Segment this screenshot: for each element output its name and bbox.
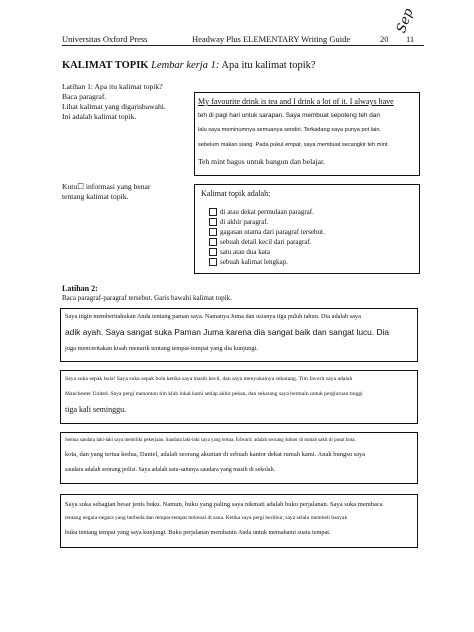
option-item[interactable]: di akhir paragraf. <box>209 217 268 227</box>
checkbox-icon[interactable] <box>209 258 217 266</box>
option-item[interactable]: sebuah kalimat lengkap. <box>209 257 288 267</box>
paragraph-box-1 <box>60 308 418 362</box>
example-line: lalu saya meminumnya semuanya sendiri. Terkadang saya punya pot lain. <box>198 127 382 133</box>
latihan2-heading: Latihan 2: <box>62 284 98 293</box>
paragraph-line: tiga kali seminggu. <box>65 405 127 414</box>
options-box-title: Kalimat topik adalah: <box>201 189 271 198</box>
checkbox-icon[interactable] <box>209 228 217 236</box>
paragraph-line: adik ayah. Saya sangat suka Paman Juma karena dia sangat baik dan sangat lucu. Dia <box>65 327 390 337</box>
kutu-line: Kutu☐ informasi yang benar <box>62 182 151 191</box>
option-item[interactable]: di atau dekat permulaan paragraf. <box>209 207 314 217</box>
example-line: Teh mint bagus untuk bangun dan belajar. <box>198 157 326 166</box>
guide-title: Headway Plus ELEMENTARY Writing Guide <box>192 34 351 44</box>
header-divider <box>62 45 424 46</box>
latihan1-line: Latihan 1: Apa itu kalimat topik? <box>62 82 163 91</box>
paragraph-line: kota, dan yang tertua kedua, Daniel, adalah seorang akuntan di sebuah kantor dekat rumah kami. Anak bungsu saya <box>65 451 366 458</box>
paragraph-line: Semua saudara laki-laki saya memiliki pekerjaan. Saudara laki-laki saya yang tertua, Edward, adalah seorang dokter di rumah sakit di pusat kota. <box>65 438 356 443</box>
page-number-left: 20 <box>380 34 389 44</box>
checkbox-icon[interactable] <box>209 248 217 256</box>
page-number-right: 11 <box>406 34 415 44</box>
title-question: Apa itu kalimat topik? <box>221 60 316 71</box>
publisher-name: Universitas Oxford Press <box>62 34 148 44</box>
checkbox-icon[interactable] <box>209 238 217 246</box>
paragraph-line: Saya suka sebagian besar jenis buku. Namun, buku yang paling saya nikmati adalah buku perjalanan. Saya suka membaca <box>65 501 383 508</box>
title-main: KALIMAT TOPIK <box>62 60 149 71</box>
paragraph-box-4 <box>60 494 418 548</box>
example-paragraph-box <box>194 92 420 176</box>
handwritten-stamp: Sep <box>394 6 417 36</box>
paragraph-line: saudara adalah seorang polisi. Saya adalah satu-satunya saudara yang masih di sekolah. <box>65 467 276 473</box>
kutu-line: tentang kalimat topik. <box>62 192 129 201</box>
paragraph-box-3 <box>60 432 418 484</box>
latihan1-line: Baca paragraf. <box>62 92 107 101</box>
latihan1-instructions <box>62 82 166 122</box>
checkbox-icon[interactable] <box>209 208 217 216</box>
option-item[interactable]: satu atau dua kata <box>209 247 270 257</box>
option-item[interactable]: gagasan utama dari paragraf tersebut. <box>209 227 325 237</box>
example-line: teh di pagi hari untuk sarapan. Saya membuat sepoteng teh dan <box>198 112 380 119</box>
paragraph-line: tentang negara-negara yang berbeda dan tempat-tempat terkenal di sana. Ketika saya pergi berlibur, saya selalu membeli banyak <box>65 515 348 521</box>
paragraph-box-2 <box>60 370 418 424</box>
paragraph-line: Saya suka sepak bola! Saya suka sepak bola ketika saya masih kecil, dan saya menyukainya sekarang. Tim favorit saya adalah <box>65 376 353 382</box>
example-line: sebelum makan siang. Pada pukul empat, saya membuat secangkir teh mint. <box>198 142 389 148</box>
latihan2-instruction: Baca paragraf-paragraf tersebut. Garis bawahi kalimat topik. <box>62 294 232 302</box>
page-title <box>62 60 316 71</box>
latihan1-line: Lihat kalimat yang digarisbawahi. <box>62 102 166 111</box>
checkbox-icon[interactable] <box>209 218 217 226</box>
paragraph-line: buku tentang tempat yang saya kunjungi. Buku perjalanan membantu Anda untuk memahami suatu tempat. <box>65 529 331 536</box>
option-item[interactable]: sebuah detail kecil dari paragraf. <box>209 237 312 247</box>
example-topic-sentence: My favourite drink is tea and I drink a lot of it. I always have <box>198 97 394 106</box>
latihan1-line: Ini adalah kalimat topik. <box>62 112 137 121</box>
kutu-instructions <box>62 182 150 202</box>
paragraph-line: Saya ingin memberitahukan Anda tentang paman saya. Namanya Juma dan usianya tiga puluh tahun. Dia adalah saya <box>65 313 361 320</box>
paragraph-line: Manchester United. Saya pergi menonton tim klub lokal kami setiap akhir pekan, dan sekarang saya bermain untuk pergiuruan tinggi <box>65 391 363 397</box>
title-sub: Lembar kerja 1: <box>151 60 220 71</box>
topic-sentence-options-box <box>194 184 420 274</box>
paragraph-line: juga menceritakan kisah menarik tentang tempat-tempat yang dia kunjungi. <box>65 345 258 352</box>
